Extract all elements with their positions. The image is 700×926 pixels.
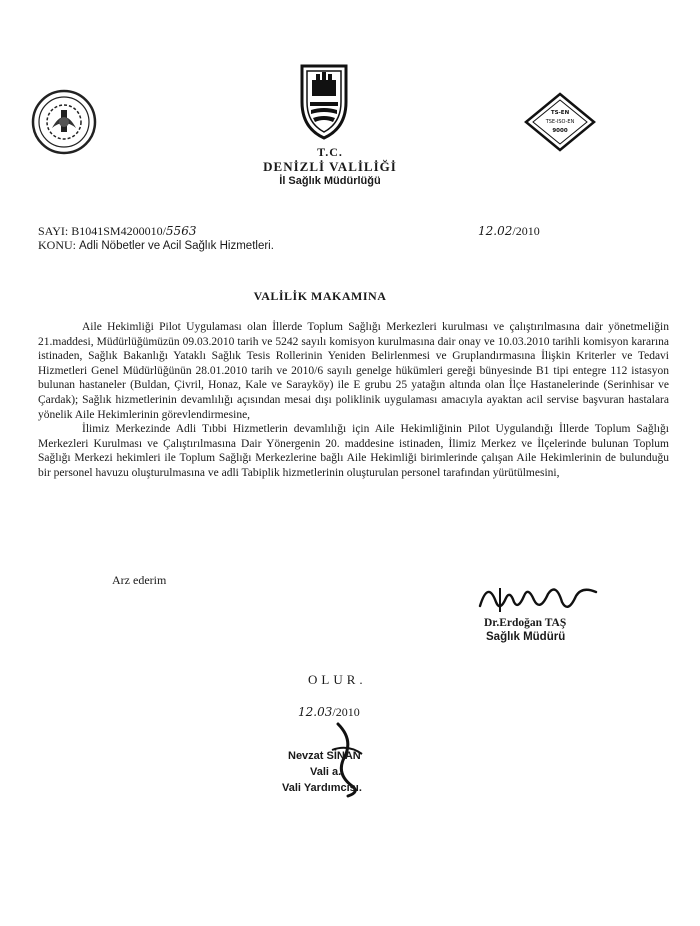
governorship-emblem-icon [296, 62, 352, 140]
body-paragraph-2: İlimiz Merkezinde Adli Tıbbi Hizmetlerin devamlılığı için Aile Hekimliğinin Pilot Uygulandığı İllerde Toplum Sağlığı Merkezleri Kurulması ve Çalıştırılmasına Dair Yönergenin 20. maddesine istinaden, İlimiz Merkez ve İlçelerinde bulunan Toplum Sağlığı Merkezi hekimleri ile Toplum Sağlığı Merkezlerine bağlı Aile Hekimliği birimlerinde çalışan Aile Hekimlerinin de bulunduğu bir personel havuzu oluşturulmasına ve adli Tabiplik hizmetlerinin oluşturulan personel tarafından yürütülmesini, [38, 423, 669, 479]
sayi-label: SAYI: [38, 224, 69, 238]
sayi-value: B1041SM4200010/ [71, 224, 166, 238]
header-health-directorate: İl Sağlık Müdürlüğü [279, 175, 381, 187]
date-handwritten: 12.02 [478, 224, 513, 238]
body-text [38, 320, 669, 481]
konu-line [38, 238, 274, 253]
approver-line-3: Vali Yardımcısı. [282, 782, 362, 794]
konu-label: KONU: [38, 238, 76, 252]
signature-scribble [470, 572, 610, 620]
approver-name: Nevzat SİNAN [288, 750, 361, 762]
approval-olur: OLUR. [308, 672, 367, 687]
sayi-handwritten: 5563 [165, 224, 197, 238]
konu-value: Adli Nöbetler ve Acil Sağlık Hizmetleri. [79, 240, 274, 252]
signatory-role: Sağlık Müdürü [486, 631, 566, 643]
body-paragraph-1: Aile Hekimliği Pilot Uygulaması olan İllerde Toplum Sağlığı Merkezleri kurulması ve çalıştırılmasına dair yönetmeliğin 21.maddesi, Müdürlüğümüzün 09.03.2010 tarih ve 5242 sayılı komisyon kurulmasına dair onay ve 10.03.2010 tarihli komisyon kararına istinaden, Sağlık Bakanlığı Yataklı Sağlık Tesis Rollerinin Yeniden Belirlenmesi ve Gruplandırmasına İlişkin Kriterler ve Tedavi Hizmetleri Genel Müdürlüğünün 28.01.2010 tarih ve 2010/6 sayılı genelge hükümleri gereği bünyesinde B1 tipi entegre 112 istasyon bulunan hastaneler (Buldan, Çivril, Honaz, Kale ve Sarayköy) ile E grubu 25 yatağın altında olan İlçe Hastanelerinde (Serinhisar ve Çardak); Sağlık hizmetlerinin devamlılığı açısından mesai dışı poliklinik uygulaması amacıyla ayaktan acil servise başvuran hastalara yönelik Aile Hekimlerinin görevlendirmesine, [38, 321, 669, 421]
approver-line-2: Vali a. [310, 766, 342, 778]
tse-line-3: 9000 [552, 128, 568, 134]
approval-date-handwritten: 12.03 [298, 705, 333, 719]
header-tc: T.C. [317, 145, 343, 159]
document-date [478, 224, 540, 239]
sayi-line [38, 224, 196, 239]
closing-text: Arz ederim [112, 573, 167, 587]
tse-line-2: TSE-ISO-EN [545, 119, 575, 125]
document-title: VALİLİK MAKAMINA [253, 289, 387, 303]
approval-date-year: /2010 [332, 705, 360, 719]
tse-line-1: TS-EN [550, 110, 570, 116]
tse-certification-icon [524, 92, 596, 152]
header-governorship: DENİZLİ VALİLİĞİ [263, 159, 397, 174]
approval-date [298, 705, 360, 720]
date-year: /2010 [512, 224, 540, 238]
signatory-name: Dr.Erdoğan TAŞ [484, 617, 567, 629]
